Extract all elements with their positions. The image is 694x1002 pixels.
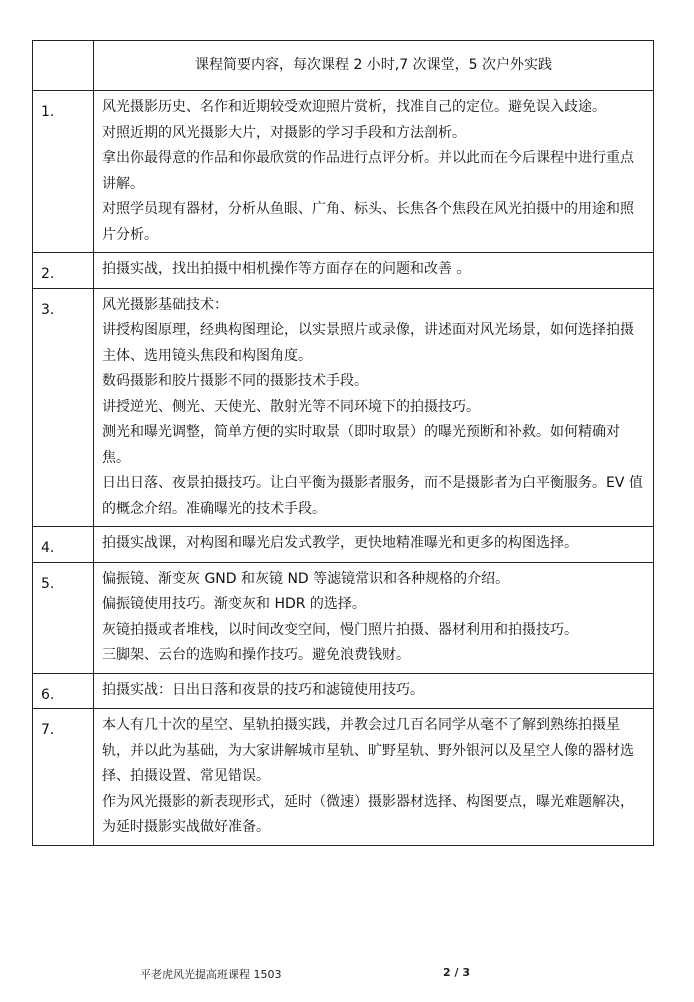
content-paragraph: 数码摄影和胶片摄影不同的摄影技术手段。: [102, 373, 368, 389]
row-content: [94, 527, 654, 563]
course-table: [32, 40, 654, 846]
table-header-row: [33, 41, 654, 91]
row-content: [94, 91, 654, 253]
content-paragraph: 拍摄实战：日出日落和夜景的技巧和滤镜使用技巧。: [102, 681, 424, 698]
content-paragraph: 拍摄实战，找出拍摄中相机操作等方面存在的问题和改善 。: [102, 261, 471, 277]
table-row: [33, 527, 654, 563]
row-content: [94, 673, 654, 709]
content-paragraph: 灰镜拍摄或者堆栈，以时间改变空间，慢门照片拍摄、器材利用和拍摄技巧。: [102, 621, 578, 638]
row-content: [94, 562, 654, 673]
header-title-cell: 课程简要内容，每次课程 2 小时,7 次课堂，5 次户外实践: [94, 41, 654, 91]
content-paragraph: 对照学员现有器材，分析从鱼眼、广角、标头、长焦各个焦段在风光拍摄中的用途和照片分析。: [102, 201, 634, 243]
footer-doc-title: 平老虎风光提高班课程 1503: [140, 968, 282, 981]
row-content: [94, 288, 654, 527]
content-paragraph: 拿出你最得意的作品和你最欣赏的作品进行点评分析。并以此而在今后课程中进行重点讲解。: [102, 150, 634, 192]
content-paragraph: 风光摄影历史、名作和近期较受欢迎照片赏析，找准自己的定位。避免误入歧途。: [102, 99, 606, 115]
content-paragraph: 作为风光摄影的新表现形式，延时（微速）摄影器材选择、构图要点，曝光难题解决，为延时摄影实战做好准备。: [102, 793, 634, 835]
row-content: [94, 253, 654, 289]
table-row: [33, 709, 654, 846]
content-paragraph: 偏振镜使用技巧。渐变灰和 HDR 的选择。: [102, 596, 366, 612]
content-paragraph: 对照近期的风光摄影大片，对摄影的学习手段和方法剖析。: [102, 124, 466, 141]
row-number: 7.: [33, 709, 94, 846]
table-row: [33, 288, 654, 527]
content-paragraph: 日出日落、夜景拍摄技巧。让白平衡为摄影者服务，而不是摄影者为白平衡服务。EV 值的概念介绍。准确曝光的技术手段。: [102, 475, 643, 517]
row-number: 1.: [33, 91, 94, 253]
table-row: [33, 91, 654, 253]
row-number: 2.: [33, 253, 94, 289]
row-content: [94, 709, 654, 846]
row-number: 3.: [33, 288, 94, 527]
row-number: 4.: [33, 527, 94, 563]
table-row: [33, 253, 654, 289]
content-paragraph: 本人有几十次的星空、星轨拍摄实践，并教会过几百名同学从毫不了解到熟练拍摄星轨，并以此为基础，为大家讲解城市星轨、旷野星轨、野外银河以及星空人像的器材选择、拍摄设置、常见错误。: [102, 717, 634, 784]
header-number-cell: [33, 41, 94, 91]
course-table-body: [33, 41, 654, 846]
content-paragraph: 测光和曝光调整，简单方便的实时取景（即时取景）的曝光预断和补救。如何精确对焦。: [102, 424, 620, 466]
content-paragraph: 讲授逆光、侧光、天使光、散射光等不同环境下的拍摄技巧。: [102, 398, 480, 415]
row-number: 6.: [33, 673, 94, 709]
content-paragraph: 风光摄影基础技术：: [102, 296, 228, 313]
content-paragraph: 拍摄实战课，对构图和曝光启发式教学，更快地精准曝光和更多的构图选择。: [102, 535, 578, 551]
table-row: [33, 673, 654, 709]
table-row: [33, 562, 654, 673]
content-paragraph: 三脚架、云台的选购和操作技巧。避免浪费钱财。: [102, 647, 410, 663]
row-number: 5.: [33, 562, 94, 673]
footer-page-number: 2 / 3: [443, 966, 470, 979]
content-paragraph: 讲授构图原理，经典构图理论，以实景照片或录像，讲述面对风光场景，如何选择拍摄主体、选用镜头焦段和构图角度。: [102, 322, 634, 364]
content-paragraph: 偏振镜、渐变灰 GND 和灰镜 ND 等滤镜常识和各种规格的介绍。: [102, 570, 510, 587]
